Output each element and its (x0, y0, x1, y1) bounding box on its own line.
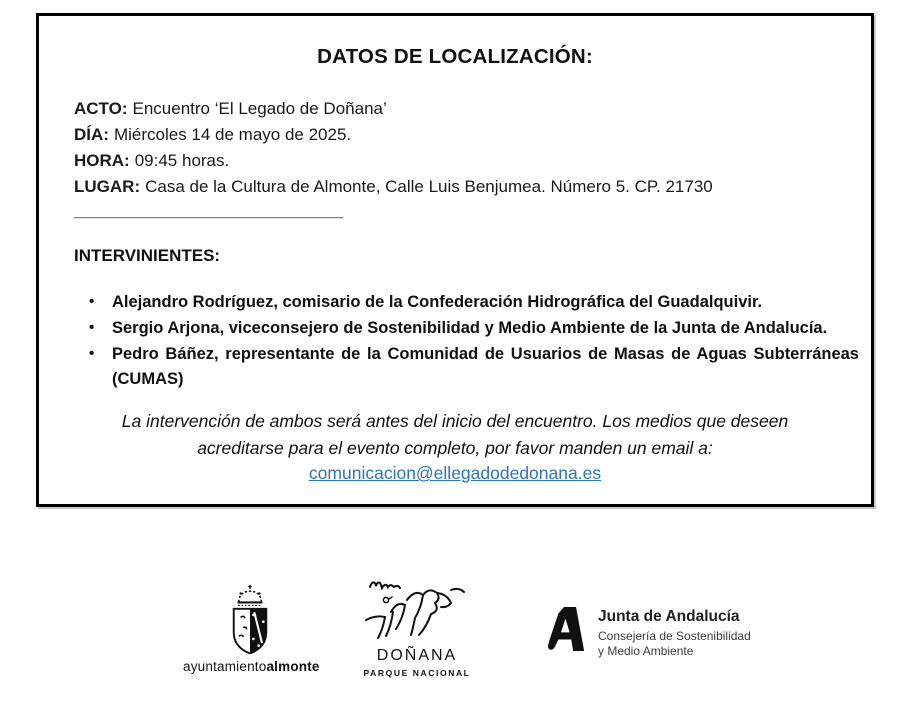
dia-label: DÍA: (74, 125, 109, 144)
lugar-value: Casa de la Cultura de Almonte, Calle Luis Benjumea. Número 5. CP. 21730 (145, 177, 713, 196)
info-line-acto (74, 96, 859, 122)
acto-label: ACTO: (74, 99, 128, 118)
logos-strip (0, 578, 908, 693)
donana-sketch-icon (362, 578, 472, 646)
location-data-box (36, 13, 874, 507)
hora-label: HORA: (74, 151, 130, 170)
acto-value: Encuentro ‘El Legado de Doñana’ (132, 99, 387, 118)
almonte-crest-icon (218, 584, 282, 656)
speaker-item: • Alejandro Rodríguez, comisario de la Confederación Hidrográfica del Guadalquivir. (112, 290, 859, 316)
speaker-item: • Pedro Báñez, representante de la Comunidad de Usuarios de Masas de Aguas Subterráneas (CUMAS) (112, 342, 859, 394)
almonte-logo (183, 584, 320, 674)
junta-logo (545, 606, 751, 658)
junta-text-block (598, 606, 751, 658)
donana-subtitle: PARQUE NACIONAL (363, 668, 471, 678)
almonte-caption-regular: ayuntamiento (183, 659, 267, 674)
contact-email-link[interactable]: comunicacion@ellegadodedonana.es (308, 463, 602, 484)
hora-value: 09:45 horas. (134, 151, 230, 170)
lugar-label: LUGAR: (74, 177, 141, 196)
info-line-lugar (74, 174, 859, 200)
junta-dept-line-2: y Medio Ambiente (598, 643, 694, 658)
almonte-caption (183, 659, 320, 674)
media-accreditation-note (79, 408, 831, 462)
donana-name: DOÑANA (376, 647, 458, 664)
info-line-dia (74, 122, 859, 148)
event-info-block (74, 96, 859, 200)
note-line-1: La intervención de ambos será antes del inicio del encuentro. Los medios que deseen (121, 411, 789, 432)
junta-dept-line-1: Consejería de Sostenibilidad (598, 629, 751, 643)
speaker-item: • Sergio Arjona, viceconsejero de Sostenibilidad y Medio Ambiente de la Junta de Andalucía. (112, 316, 859, 342)
separator-line: ______________________________ (74, 201, 343, 220)
junta-name: Junta de Andalucía (598, 608, 740, 625)
junta-a-mark-icon (545, 606, 585, 652)
intervinientes-heading: INTERVINIENTES: (74, 246, 221, 265)
almonte-caption-bold: almonte (266, 659, 320, 674)
info-line-hora (74, 148, 859, 174)
note-line-2: acreditarse para el evento completo, por favor manden un email a: (197, 438, 713, 459)
email-row (39, 463, 871, 484)
donana-logo (356, 578, 478, 678)
dia-value: Miércoles 14 de mayo de 2025. (113, 125, 352, 144)
box-title: DATOS DE LOCALIZACIÓN: (317, 45, 593, 68)
speakers-list (39, 290, 871, 393)
